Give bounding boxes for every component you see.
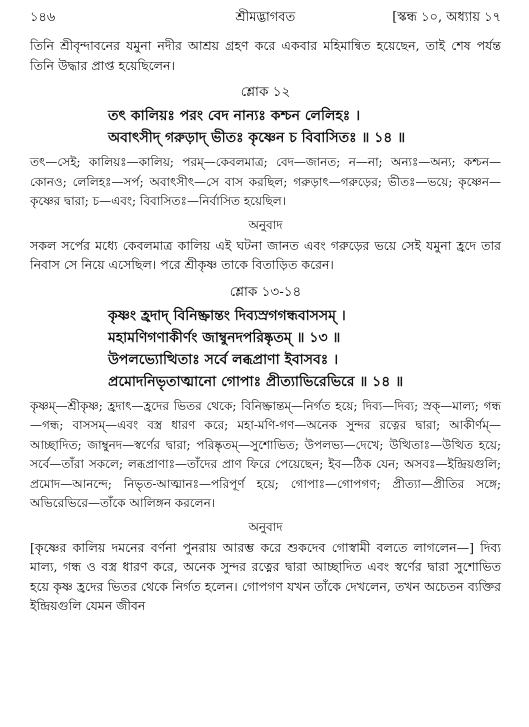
verse-13-line-1: কৃষ্ণং হ্রদাদ্ বিনিষ্ক্রান্তং দিব্যস্রগগন্ধবাসসম্ । xyxy=(108,307,346,324)
verse-12-word-meanings: তৎ—সেই; কালিয়ঃ—কালিয়; পরম্—কেবলমাত্র; বেদ—জানত; ন—না; অন্যঃ—অন্য; কশ্চন—কোনও; লেলিহঃ—সর্প; অবাৎসীৎ—সে বাস করছিল; গরুড়াৎ—গরুড়ের; ভীতঃ—ভয়ে; কৃষ্ণেন—কৃষ্ণের দ্বারা; চ—এবং; বিবাসিতঃ—নির্বাসিত হয়েছিল। xyxy=(30,155,501,208)
page-body xyxy=(30,36,501,616)
verse-13-line-4: প্রমোদনিভৃতাত্মানো গোপাঃ প্রীত্যাভিরেভিরে ॥ ১৪ ॥ xyxy=(108,373,404,390)
verse-13-line-3: উপলভ্যোত্থিতাঃ সর্বে লব্ধপ্রাণা ইবাসবঃ । xyxy=(108,351,339,368)
verse-13-14-translation-heading: অনুবাদ xyxy=(248,519,283,534)
verse-13-14-word-meanings: কৃষ্ণম্—শ্রীকৃষ্ণ; হ্রদাৎ—হ্রদের ভিতর থেকে; বিনিষ্ক্রান্তম্—নির্গত হয়ে; দিব্য—দিব্য; স্রক্—মাল্য; গন্ধ—গন্ধ; বাসসম্—এবং বস্ত্র ধারণ করে; মহা-মণি-গণ—অনেক সুন্দর রত্নের দ্বারা; আকীর্ণম্—আচ্ছাদিত; জাম্বুনদ—স্বর্ণের দ্বারা; পরিষ্কৃতম্—সুশোভিত; উপলভ্য—দেখে; উত্থিতাঃ—উত্থিত হয়ে; সর্বে—তাঁরা সকলে; লব্ধপ্রাণাঃ—তাঁদের প্রাণ ফিরে পেয়েছেন; ইব—ঠিক যেন; অসবঃ—ইন্দ্রিয়গুলি; প্রমোদ—আনন্দে; নিভৃত-আত্মানঃ—পরিপূর্ণ হয়ে; গোপাঃ—গোপগণ; প্রীত্যা—প্রীতির সঙ্গে; অভিরেভিরে—তাঁকে আলিঙ্গন করলেন। xyxy=(30,398,501,510)
verse-12-line-1: তৎ কালিয়ঃ পরং বেদ নান্যঃ কশ্চন লেলিহঃ । xyxy=(108,108,361,124)
verse-12-line-2: অবাৎসীদ্ গরুড়াদ্ ভীতঃ কৃষ্ণেন চ বিবাসিতঃ ॥ ১৪ ॥ xyxy=(108,130,406,146)
verse-13-14-translation: [কৃষ্ণের কালিয় দমনের বর্ণনা পুনরায় আরম্ভ করে শুকদেব গোস্বামী বলতে লাগলেন—] দিব্য মাল্য, গন্ধ ও বস্ত্র ধারণ করে, অনেক সুন্দর রত্নের দ্বারা আচ্ছাদিত এবং স্বর্ণের দ্বারা সুশোভিত হয়ে কৃষ্ণ হ্রদের ভিতর থেকে নির্গত হলেন। গোপগণ যখন তাঁকে দেখলেন, তখন অচেতন ব্যক্তির ইন্দ্রিয়গুলি যেমন জীবন xyxy=(30,539,501,613)
verse-12-translation-heading: অনুবাদ xyxy=(248,217,283,232)
book-title: শ্রীমদ্ভাগবত xyxy=(235,10,296,25)
page-number: ১৪৬ xyxy=(30,10,56,25)
section-reference: [স্কন্ধ ১০, অধ্যায় ১৭ xyxy=(392,10,501,25)
verse-13-14-heading: শ্লোক ১৩-১৪ xyxy=(229,283,302,300)
verse-12-heading: শ্লোক ১২ xyxy=(240,84,291,100)
verse-12-translation: সকল সর্পের মধ্যে কেবলমাত্র কালিয় এই ঘটনা জানত এবং গরুড়ের ভয়ে সেই যমুনা হ্রদে তার নিবাস সে নিয়ে এসেছিল। পরে শ্রীকৃষ্ণ তাকে বিতাড়িত করেন। xyxy=(30,237,501,272)
intro-paragraph: তিনি শ্রীবৃন্দাবনের যমুনা নদীর আশ্রয় গ্রহণ করে একবার মহিমান্বিত হয়েছেন, তাই শেষ পর্যন্ত তিনি উদ্ধার প্রাপ্ত হয়েছিলেন। xyxy=(30,38,501,73)
verse-13-line-2: মহামণিগণাকীর্ণং জাম্বুনদপরিষ্কৃতম্ ॥ ১৩ ॥ xyxy=(108,329,341,346)
page-header xyxy=(30,8,501,30)
